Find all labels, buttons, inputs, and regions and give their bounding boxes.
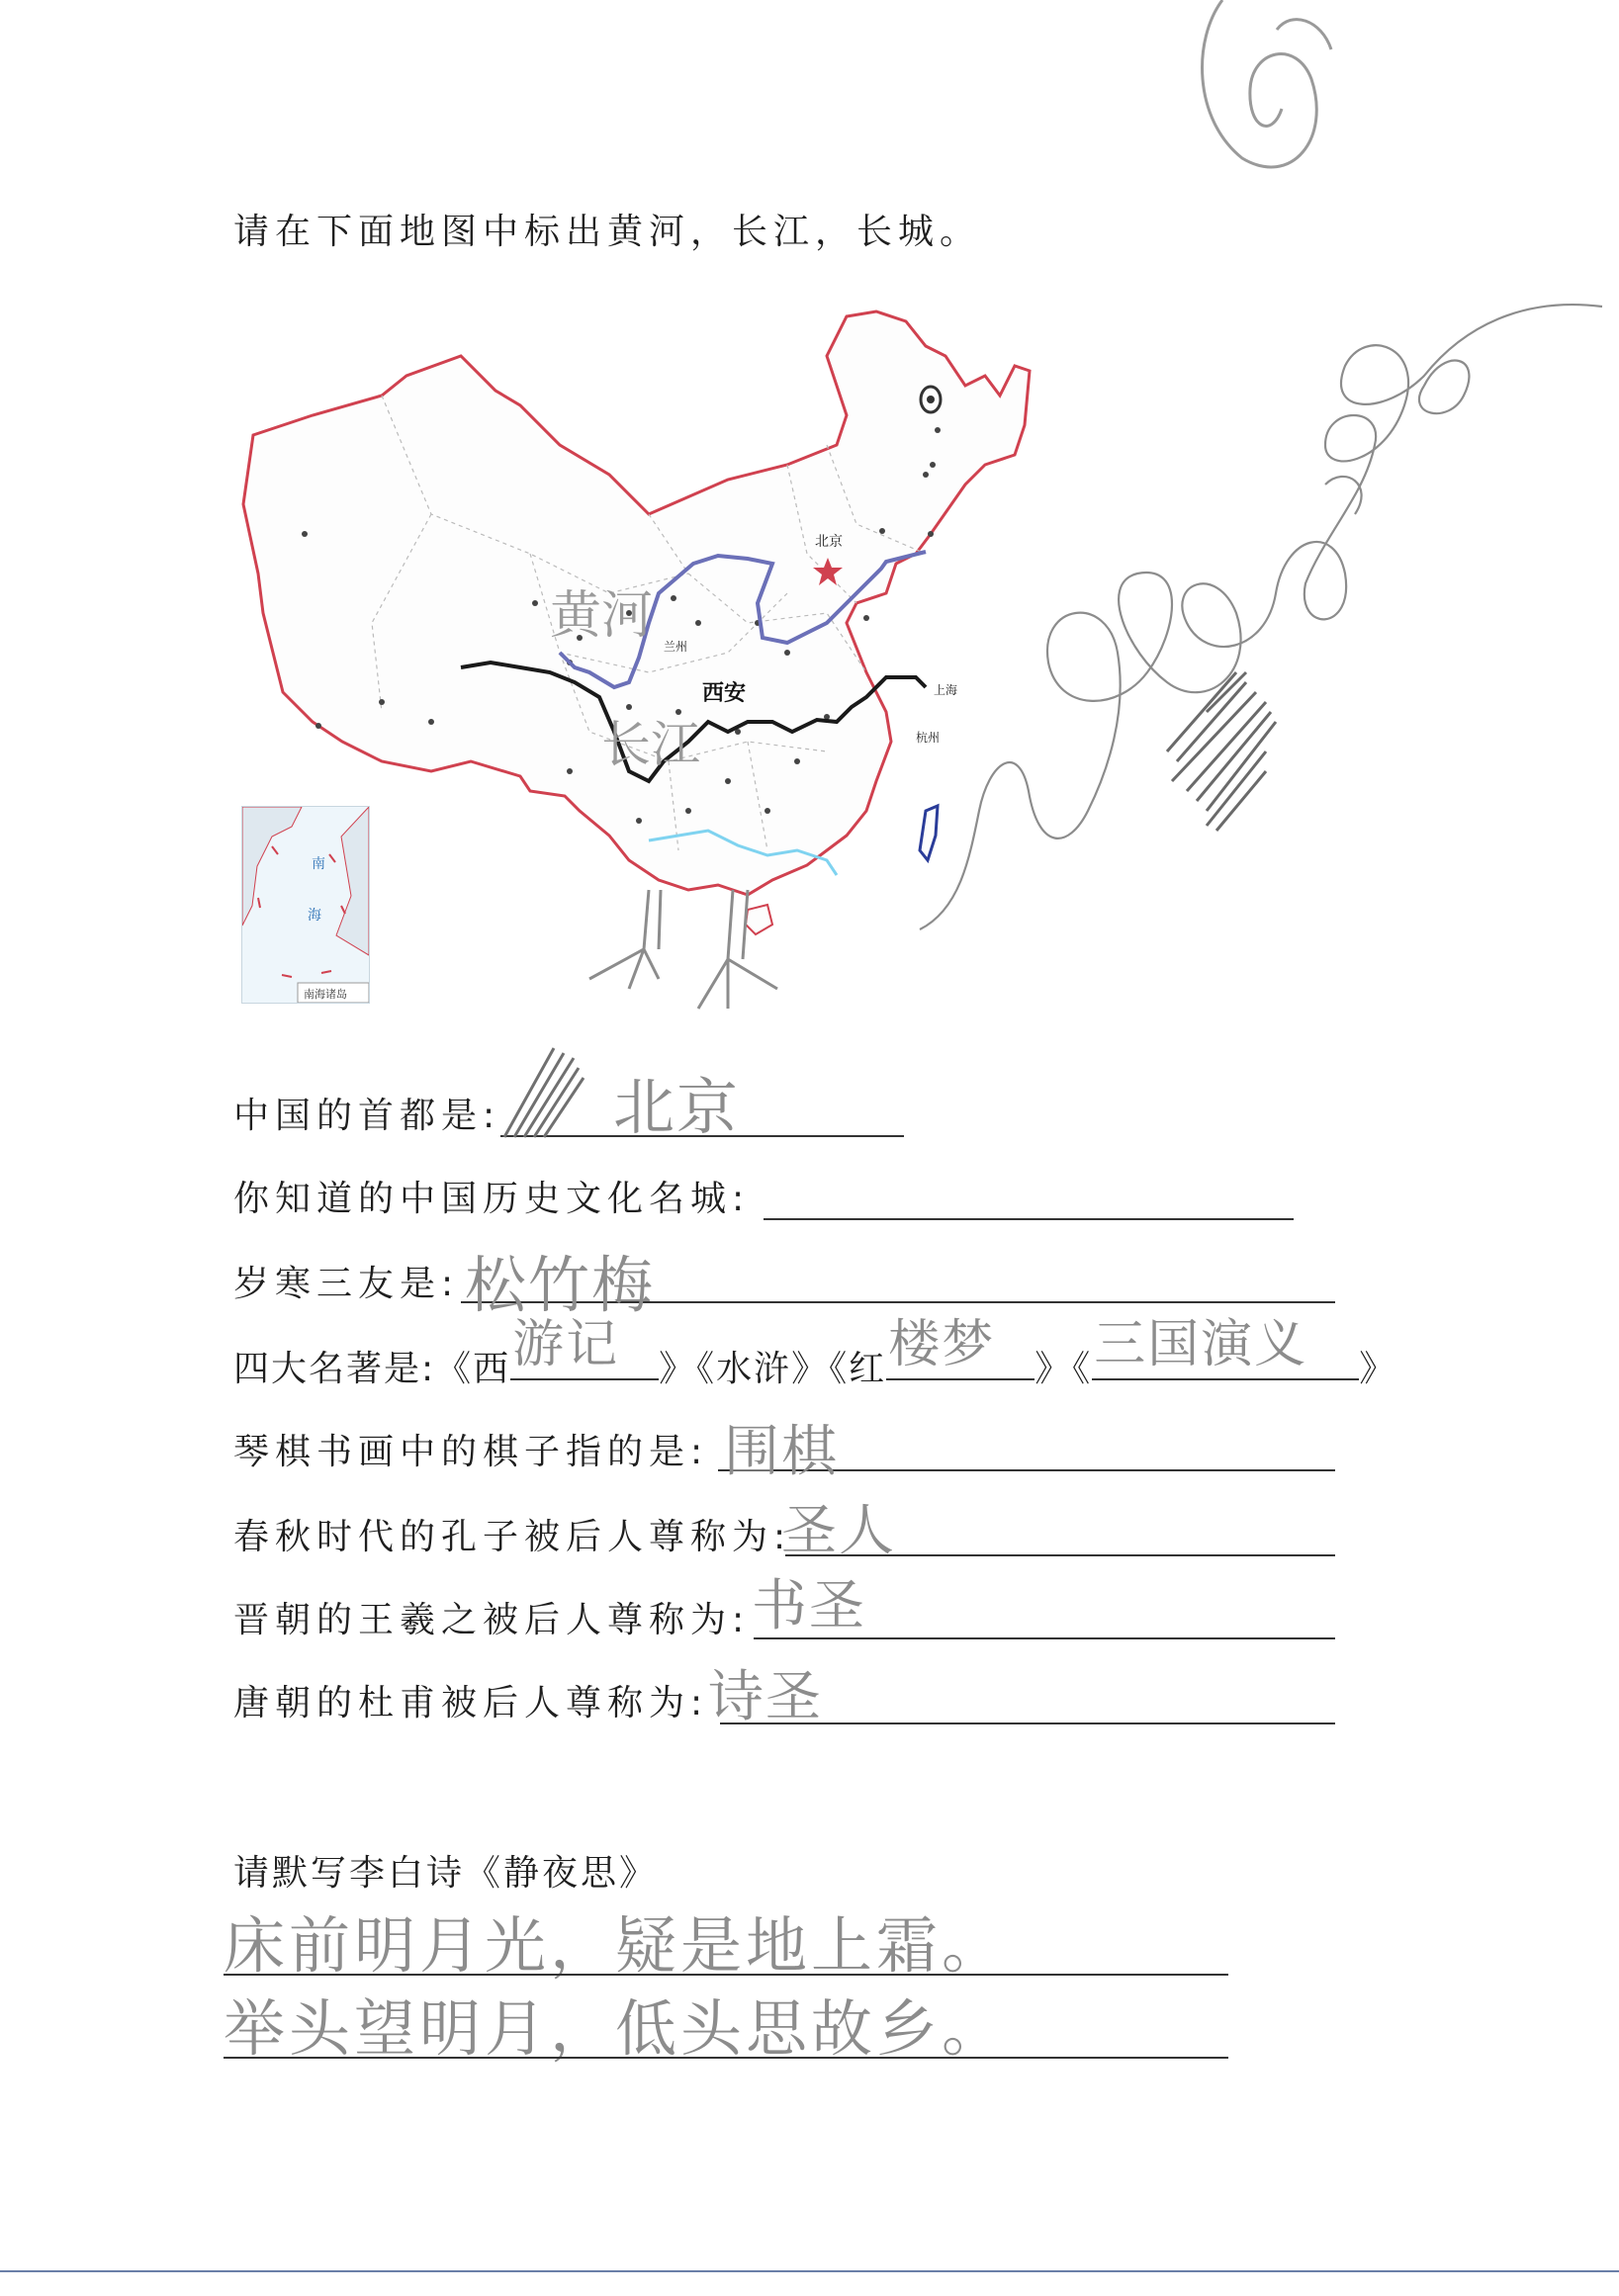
map-label-xian: 西安	[702, 681, 747, 706]
question-confucius	[233, 1509, 791, 1559]
hainan-island-icon	[746, 905, 772, 934]
chicken-feet-doodle-icon	[589, 890, 777, 1009]
poem-writing-line-2[interactable]	[224, 2057, 1228, 2059]
answer-qi: 围棋	[724, 1420, 839, 1484]
page-number	[1183, 0, 1341, 178]
four-classics-b3-open: 《红	[829, 1349, 887, 1389]
blank-hongloumeng[interactable]	[886, 1315, 1034, 1380]
answer-hongloumeng: 楼梦	[888, 1315, 996, 1374]
hatched-scribble-icon	[1167, 672, 1276, 831]
answer-dufu: 诗圣	[708, 1665, 823, 1729]
question-capital-prompt: 中国的首都是:	[233, 1096, 501, 1136]
blank-sanguo[interactable]	[1092, 1315, 1359, 1380]
answer-sanguo: 三国演义	[1094, 1315, 1308, 1374]
question-confucius-prompt: 春秋时代的孔子被后人尊称为:	[233, 1517, 792, 1557]
question-historic-city-prompt: 你知道的中国历史文化名城:	[233, 1179, 751, 1219]
question-dufu	[233, 1675, 708, 1725]
question-dufu-prompt: 唐朝的杜甫被后人尊称为:	[233, 1683, 709, 1723]
four-classics-b1-open: 《西	[435, 1349, 511, 1389]
question-wangxizhi	[233, 1592, 750, 1642]
question-three-friends-prompt: 岁寒三友是:	[233, 1264, 460, 1304]
question-historic-city	[233, 1171, 750, 1221]
question-wangxizhi-prompt: 晋朝的王羲之被后人尊称为:	[233, 1600, 751, 1640]
question-three-friends	[233, 1256, 459, 1306]
map-label-lanzhou: 兰州	[664, 640, 688, 654]
inset-map-svg	[242, 807, 369, 1003]
pencil-scribbles	[910, 297, 1619, 1088]
question-qi	[233, 1424, 708, 1474]
four-classics-b4-close: 》	[1359, 1349, 1397, 1389]
four-classics-b4-open: 《	[1072, 1349, 1093, 1389]
poem-line-1: 床前明月光，疑是地上霜。	[224, 1909, 1008, 1982]
pencil-scribble-icon	[910, 297, 1619, 1088]
map-label-beijing: 北京	[815, 534, 843, 550]
page-bottom-rule	[0, 2270, 1619, 2272]
map-label-shanghai: 上海	[934, 683, 958, 697]
question-four-classics	[233, 1315, 1397, 1391]
poem-writing-line-1[interactable]	[224, 1974, 1228, 1976]
scribble-strike-icon	[495, 1038, 603, 1147]
hand-label-yellow-river: 黄河	[550, 586, 654, 646]
poem-line-2: 举头望明月，低头思故乡。	[224, 1992, 1008, 2065]
question-qi-prompt: 琴棋书画中的棋子指的是:	[233, 1432, 709, 1472]
svg-text:海: 海	[308, 908, 321, 924]
answer-capital: 北京	[613, 1071, 741, 1143]
blank-xiyouji[interactable]	[510, 1315, 659, 1380]
four-classics-b2: 《水浒》	[696, 1349, 830, 1389]
map-label-hangzhou: 杭州	[916, 731, 941, 745]
four-classics-b1-close: 》	[659, 1349, 697, 1389]
answer-wangxizhi: 书圣	[752, 1574, 866, 1638]
map-instruction: 请在下面地图中标出黄河，长江，长城。	[233, 212, 982, 252]
question-capital	[233, 1088, 500, 1138]
answer-xiyouji: 游记	[512, 1315, 620, 1374]
answer-confucius: 圣人	[781, 1499, 896, 1563]
four-classics-prefix: 四大名著是:	[233, 1349, 436, 1389]
answer-line-historic-city[interactable]	[764, 1218, 1294, 1220]
svg-text:南: 南	[312, 856, 325, 872]
page-number-scribble-icon	[1183, 0, 1341, 178]
south-china-sea-inset	[241, 806, 370, 1004]
four-classics-b3-close: 》	[1034, 1349, 1073, 1389]
svg-text:南海诸岛: 南海诸岛	[304, 988, 347, 1001]
poem-instruction: 请默写李白诗《静夜思》	[233, 1853, 659, 1894]
answer-three-friends: 松竹梅	[465, 1249, 656, 1321]
hand-label-yangtze: 长江	[601, 716, 700, 773]
